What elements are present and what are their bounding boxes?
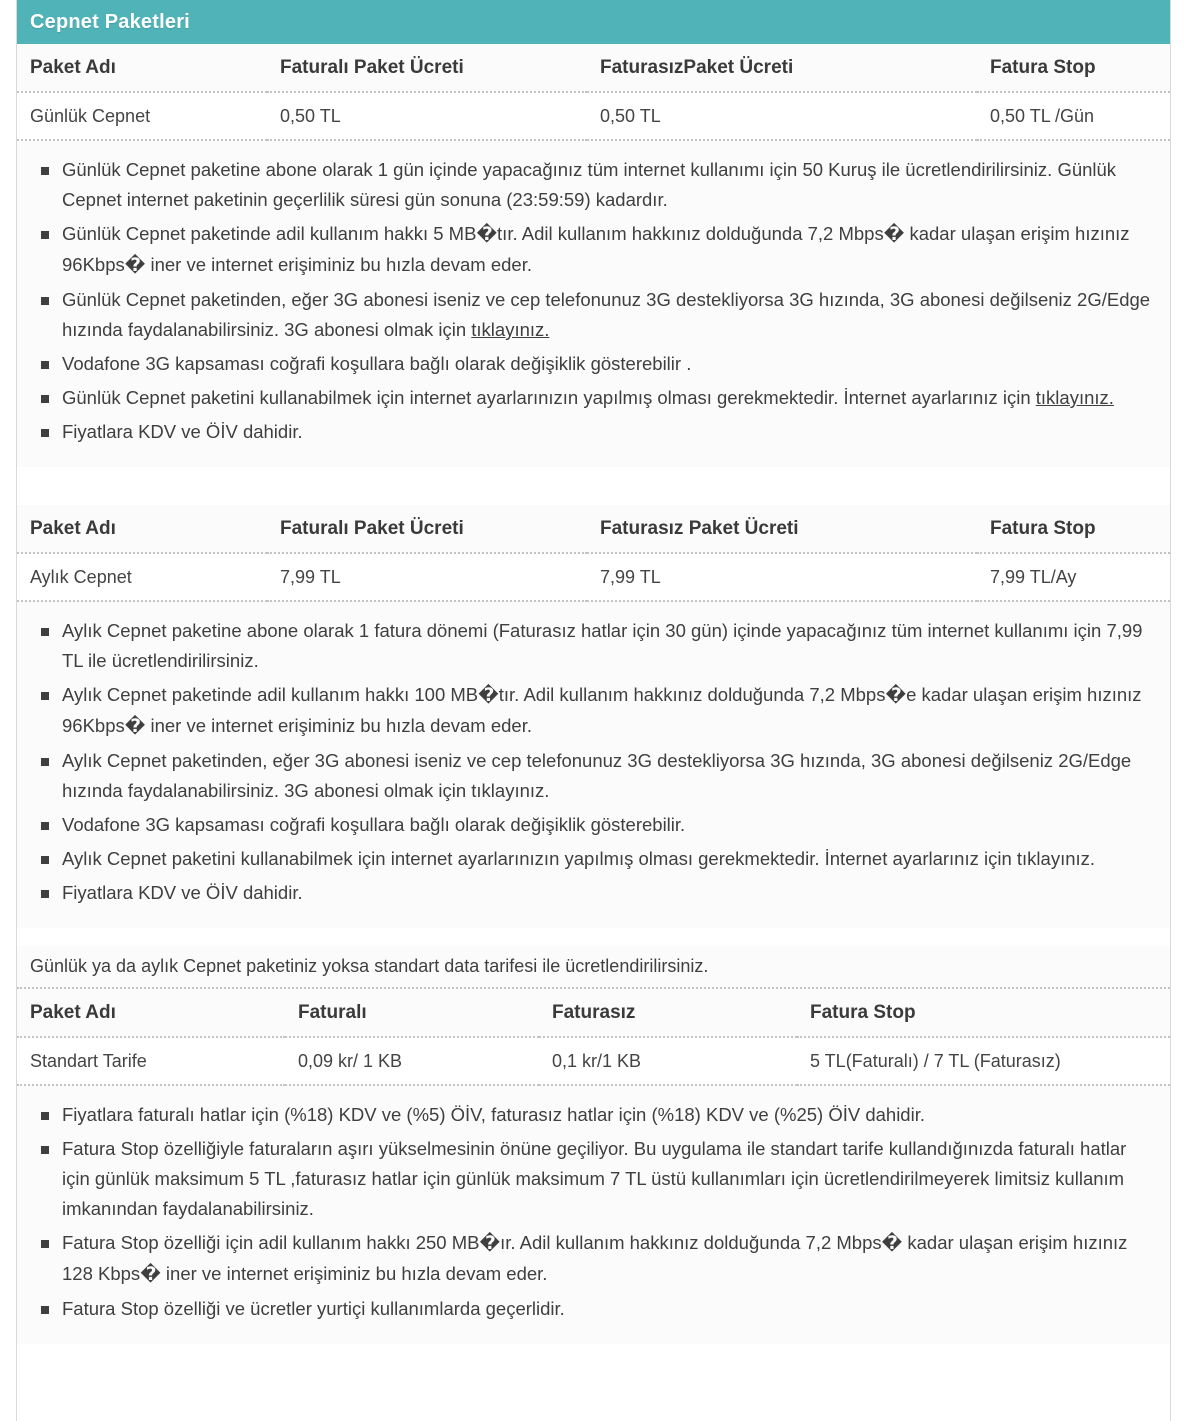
col-header-faturali: Faturalı (285, 989, 539, 1037)
cell-faturali: 7,99 TL (267, 553, 587, 601)
col-header-paket-adi: Paket Adı (17, 989, 285, 1037)
section-spacer (17, 928, 1170, 946)
col-header-fatura-stop: Fatura Stop (977, 44, 1170, 92)
list-item (31, 1134, 1152, 1224)
col-header-fatura-stop: Fatura Stop (977, 505, 1170, 553)
notes-gunluk-cepnet (17, 141, 1170, 467)
list-item (31, 844, 1152, 874)
col-header-faturasiz: FaturasızPaket Ücreti (587, 44, 977, 92)
cell-paket-adi: Aylık Cepnet (17, 553, 267, 601)
table-header-row (17, 505, 1170, 553)
col-header-paket-adi: Paket Adı (17, 44, 267, 92)
cell-faturasiz: 0,50 TL (587, 92, 977, 140)
table-row (17, 1037, 1170, 1085)
replacement-char-glyph: � (124, 716, 146, 737)
col-header-faturali: Faturalı Paket Ücreti (267, 505, 587, 553)
list-item (31, 810, 1152, 840)
note-text: Günlük Cepnet paketinde adil kullanım hakkı 5 MB�tır. Adil kullanım hakkınız dolduğunda 7,2 Mbps� kadar ulaşan erişim hızınız 96Kbps� iner ve internet erişiminiz bu hızla devam eder. (62, 223, 1130, 276)
list-item (31, 746, 1152, 806)
col-header-paket-adi: Paket Adı (17, 505, 267, 553)
replacement-char-glyph: � (478, 685, 499, 706)
list-item (31, 1100, 1152, 1130)
note-text: Vodafone 3G kapsaması coğrafi koşullara bağlı olarak değişiklik gösterebilir. (62, 814, 686, 835)
page-title: Cepnet Paketleri (30, 10, 190, 33)
col-header-faturali: Faturalı Paket Ücreti (267, 44, 587, 92)
replacement-char-glyph: � (140, 1264, 161, 1285)
note-text: Aylık Cepnet paketini kullanabilmek için internet ayarlarınızın yapılmış olması gerekmektedir. İnternet ayarlarınız için tıklayınız. (62, 848, 1096, 869)
table-row (17, 92, 1170, 140)
tiklayiniz-link[interactable]: tıklayınız. (1035, 387, 1114, 408)
note-text: Fatura Stop özelliğiyle faturaların aşırı yükselmesinin önüne geçiliyor. Bu uygulama ile standart tarife kullandığınızda faturalı hatlar için günlük maksimum 5 TL ,faturasız hatlar için günlük maksimum 7 TL üstü kullanımları için ücretlendirilmeyerek limitsiz kullanım imkanından faydalanabilirsiniz. (62, 1138, 1127, 1219)
list-item (31, 1228, 1152, 1290)
list-item (31, 155, 1152, 215)
note-text: Fiyatlara KDV ve ÖİV dahidir. (62, 421, 303, 442)
table-standart-tarife (17, 989, 1170, 1086)
cell-faturali: 0,09 kr/ 1 KB (285, 1037, 539, 1085)
list-item (31, 383, 1152, 413)
col-header-faturasiz: Faturasız (539, 989, 797, 1037)
replacement-char-glyph: � (476, 224, 498, 245)
cell-faturasiz: 7,99 TL (587, 553, 977, 601)
note-text: Aylık Cepnet paketinden, eğer 3G abonesi iseniz ve cep telefonunuz 3G destekliyorsa 3G hızında, 3G abonesi değilseniz 2G/Edge hızında faydalanabilirsiniz. 3G abonesi olmak için tıklayınız. (62, 750, 1132, 801)
section-title-bar (17, 0, 1170, 44)
replacement-char-glyph: � (881, 1233, 903, 1254)
replacement-char-glyph: � (885, 685, 907, 706)
table-header-row (17, 44, 1170, 92)
table-row (17, 553, 1170, 601)
cell-fatura-stop: 7,99 TL/Ay (977, 553, 1170, 601)
col-header-fatura-stop: Fatura Stop (797, 989, 1170, 1037)
cell-paket-adi: Standart Tarife (17, 1037, 285, 1085)
notes-list (31, 1100, 1152, 1324)
note-text: Fiyatlara faturalı hatlar için (%18) KDV ve (%5) ÖİV, faturasız hatlar için (%18) KDV ve (%25) ÖİV dahidir. (62, 1104, 925, 1125)
list-item (31, 680, 1152, 742)
notes-list (31, 616, 1152, 908)
note-text: Fatura Stop özelliği ve ücretler yurtiçi kullanımlarda geçerlidir. (62, 1298, 565, 1319)
note-text: Fiyatlara KDV ve ÖİV dahidir. (62, 882, 303, 903)
cell-paket-adi: Günlük Cepnet (17, 92, 267, 140)
notes-standart-tarife (17, 1086, 1170, 1344)
right-rule (1170, 0, 1171, 1421)
replacement-char-glyph: � (124, 255, 146, 276)
notes-aylik-cepnet (17, 602, 1170, 928)
note-text: Fatura Stop özelliği için adil kullanım hakkı 250 MB�ır. Adil kullanım hakkınız dolduğunda 7,2 Mbps� kadar ulaşan erişim hızınız 128 Kbps� iner ve internet erişiminiz bu hızla devam eder. (62, 1232, 1128, 1285)
section-spacer (17, 467, 1170, 505)
notes-list (31, 155, 1152, 447)
tiklayiniz-link[interactable]: tıklayınız. (471, 319, 550, 340)
note-text: Günlük Cepnet paketinden, eğer 3G abonesi iseniz ve cep telefonunuz 3G destekliyorsa 3G hızında, 3G abonesi değilseniz 2G/Edge hızında faydalanabilirsiniz. 3G abonesi olmak için tıklayınız. (62, 289, 1151, 340)
col-header-faturasiz: Faturasız Paket Ücreti (587, 505, 977, 553)
list-item (31, 1294, 1152, 1324)
replacement-char-glyph: � (883, 224, 905, 245)
list-item (31, 285, 1152, 345)
replacement-char-glyph: � (479, 1233, 501, 1254)
list-item (31, 219, 1152, 281)
note-text: Vodafone 3G kapsaması coğrafi koşullara bağlı olarak değişiklik gösterebilir . (62, 353, 692, 374)
cell-faturali: 0,50 TL (267, 92, 587, 140)
cell-faturasiz: 0,1 kr/1 KB (539, 1037, 797, 1085)
list-item (31, 878, 1152, 908)
standart-tarife-intro: Günlük ya da aylık Cepnet paketiniz yoksa standart data tarifesi ile ücretlendirilirsiniz. (17, 946, 1170, 989)
cell-fatura-stop: 5 TL(Faturalı) / 7 TL (Faturasız) (797, 1037, 1170, 1085)
list-item (31, 349, 1152, 379)
note-text: Aylık Cepnet paketine abone olarak 1 fatura dönemi (Faturasız hatlar için 30 gün) içinde yapacağınız tüm internet kullanımı için 7,99 TL ile ücretlendirilirsiniz. (62, 620, 1143, 671)
list-item (31, 417, 1152, 447)
table-aylik-cepnet (17, 505, 1170, 602)
note-text: Günlük Cepnet paketine abone olarak 1 gün içinde yapacağınız tüm internet kullanımı için 50 Kuruş ile ücretlendirilirsiniz. Günlük Cepnet internet paketinin geçerlilik süresi gün sonuna (23:59:59) kadardır. (62, 159, 1117, 210)
cell-fatura-stop: 0,50 TL /Gün (977, 92, 1170, 140)
note-text: Aylık Cepnet paketinde adil kullanım hakkı 100 MB�tır. Adil kullanım hakkınız dolduğunda 7,2 Mbps�e kadar ulaşan erişim hızınız 96Kbps� iner ve internet erişiminiz bu hızla devam eder. (62, 684, 1142, 737)
table-header-row (17, 989, 1170, 1037)
note-text: Günlük Cepnet paketini kullanabilmek için internet ayarlarınızın yapılmış olması gerekmektedir. İnternet ayarlarınız için tıklayınız. (62, 387, 1114, 408)
table-gunluk-cepnet (17, 44, 1170, 141)
list-item (31, 616, 1152, 676)
content-column (17, 0, 1170, 1344)
